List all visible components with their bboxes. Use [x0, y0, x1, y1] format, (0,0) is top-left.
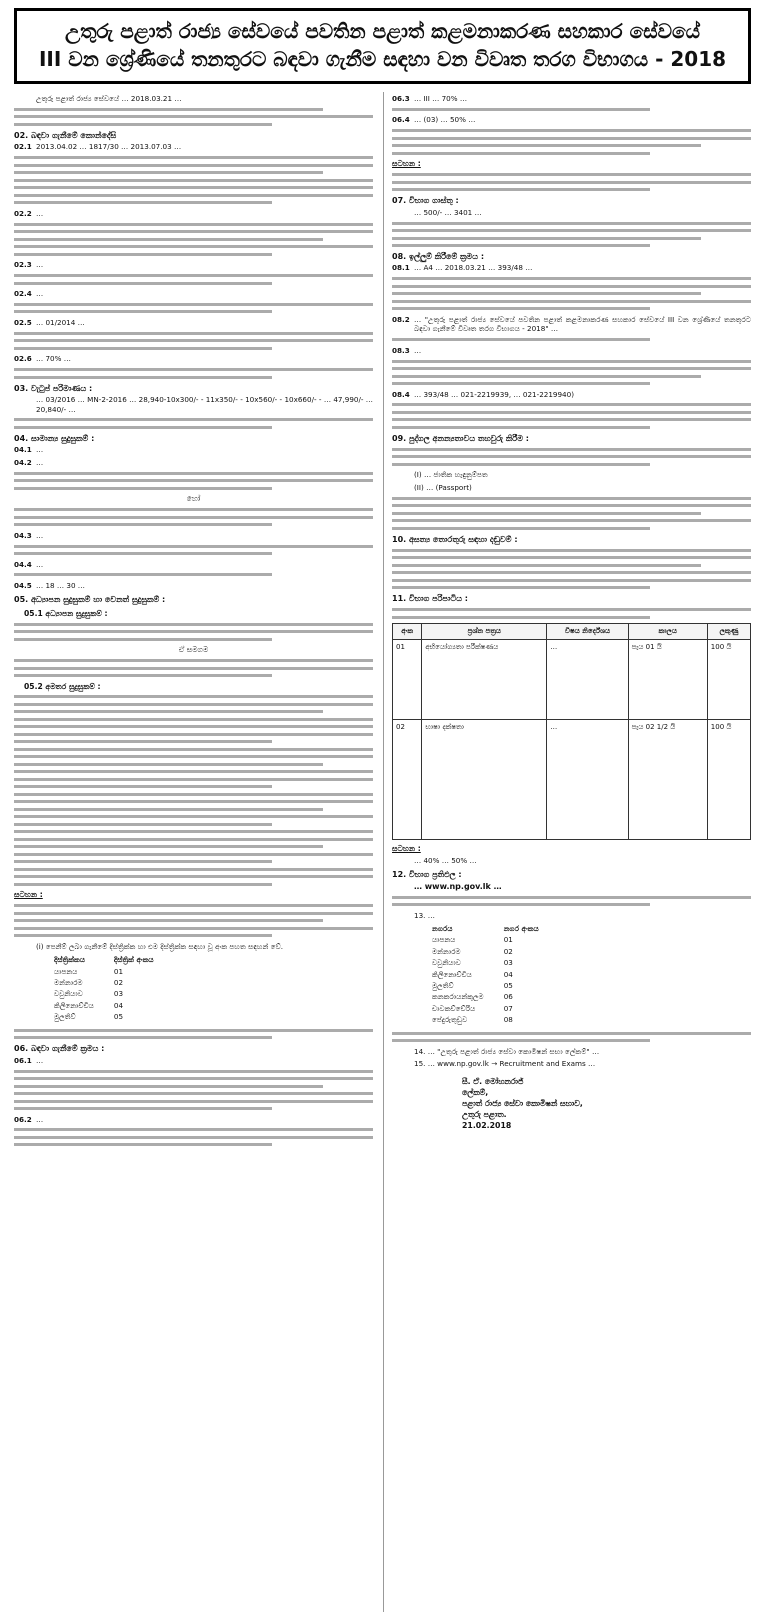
- signatory-place: උතුරු පළාත.: [462, 1110, 507, 1120]
- note-label: සටහන :: [14, 890, 43, 900]
- para-02-3: 02.3 …: [14, 260, 44, 270]
- city-name: මන්නාරම: [432, 946, 461, 956]
- section-12-heading: 12. විභාග ප්‍රතිඵල :: [392, 870, 462, 880]
- note-label: සටහන :: [392, 159, 421, 169]
- city-name: චාවකච්චේරිය: [432, 1003, 476, 1013]
- section-07-heading: 07. විභාග ගාස්තු :: [392, 196, 459, 206]
- table-row: [44, 1000, 164, 1011]
- signature-block: [392, 1076, 751, 1131]
- exam-content: …: [547, 720, 628, 840]
- city-code: 07: [503, 1003, 513, 1013]
- para-06-3: 06.3 … III … 70% …: [392, 94, 468, 103]
- city-code: 05: [503, 980, 513, 990]
- exam-header-content: විෂය නිර්දේශය: [547, 624, 628, 640]
- para-14: 14. … "උතුරු පළාත් රාජ්‍ය සේවා කොමිෂන් සභා ලේකම්" …: [414, 1046, 600, 1056]
- para-13: 13. …: [414, 910, 435, 920]
- note-label: සටහන :: [392, 844, 421, 854]
- cities-header-code: නගර අංකය: [503, 923, 539, 933]
- para-08-3: 08.3 …: [392, 345, 422, 355]
- table-row: [422, 934, 549, 945]
- city-name: වවුනියාව: [432, 958, 461, 968]
- para-04-2: 04.2 …: [14, 457, 44, 467]
- para-06-2: 06.2 …: [14, 1114, 44, 1124]
- exam-time: පැය 01 යි: [628, 640, 707, 720]
- table-row: [44, 988, 164, 999]
- intro-paragraph: උතුරු පළාත් රාජ්‍ය සේවයේ … 2018.03.21 …: [36, 94, 182, 103]
- and-separator: ඒ සමගම: [178, 645, 209, 655]
- para-04-5: 04.5 … 18 … 30 …: [14, 580, 85, 590]
- table-row: [44, 1011, 164, 1022]
- para-02-5: 02.5 … 01/2014 …: [14, 317, 85, 327]
- exam-scheme-table: [392, 623, 751, 840]
- district-code: 02: [113, 978, 124, 988]
- district-name: මුලතිව්: [54, 1012, 76, 1022]
- district-name: කිලිනොච්චිය: [54, 1000, 94, 1010]
- section-05-1-heading: 05.1 අධ්‍යාපන සුදුසුකම් :: [24, 608, 108, 618]
- exam-time: පැය 02 1/2 යි: [628, 720, 707, 840]
- header-title-line2: III වන ශ්‍රේණියේ තනතුරට බඳවා ගැනීම සඳහා වන විවෘත තරග විභාගය - 2018: [38, 47, 727, 71]
- city-code: 03: [503, 958, 513, 968]
- district-code: 05: [113, 1012, 124, 1022]
- exam-header-paper: ප්‍රශ්න පත්‍රය: [422, 624, 547, 640]
- city-code: 04: [503, 969, 513, 979]
- or-separator: හෝ: [186, 494, 201, 504]
- exam-marks: 100 යි: [707, 720, 750, 840]
- para-08-4: 08.4 … 393/48 … 021-2219939, … 021-2219940): [392, 389, 575, 399]
- para-08-1: 08.1 … A4 … 2018.03.21 … 393/48 …: [392, 263, 533, 273]
- id-option-1: (I) … ජාතික හැඳුනුම්පත: [414, 470, 488, 480]
- section-04-heading: 04. සාමාන්‍ය සුදුසුකම් :: [14, 433, 95, 443]
- exam-paper: භාෂා දක්ෂතා: [422, 720, 547, 840]
- table-row: [422, 1014, 549, 1025]
- districts-title: (i) පෙනීම් ලබා ගැනීමේ දිස්ත්‍රික්ක හා එම දිස්ත්‍රික්ක සඳහා වූ අංක පහත සඳහන් වේ.: [36, 941, 284, 951]
- city-code: 02: [503, 946, 513, 956]
- signatory-name: සී. ඒ. මෝහනරාජ්: [462, 1077, 524, 1087]
- right-column: [383, 92, 751, 1612]
- exam-header-no: අංක: [393, 624, 422, 640]
- districts-header-name: දිස්ත්‍රික්කය: [54, 955, 86, 965]
- section-06-heading: 06. බඳවා ගැනීමේ ක්‍රමය :: [14, 1044, 105, 1054]
- para-02-6: 02.6 … 70% …: [14, 354, 71, 364]
- table-row: [422, 957, 549, 968]
- cities-table: [422, 923, 549, 1026]
- table-row: [422, 991, 549, 1002]
- table-row: [44, 966, 164, 977]
- city-name: මුලතිව්: [432, 980, 454, 990]
- para-04-3: 04.3 …: [14, 530, 44, 540]
- city-code: 08: [503, 1015, 513, 1025]
- exam-note: … 40% … 50% …: [414, 855, 477, 865]
- exam-header-time: කාලය: [628, 624, 707, 640]
- city-name: යාපනය: [432, 935, 456, 945]
- results-paragraph: … www.np.gov.lk …: [414, 881, 502, 891]
- section-08-heading: 08. ඉල්ලුම් කිරීමේ ක්‍රමය :: [392, 252, 485, 262]
- para-07: … 500/- … 3401 …: [414, 207, 482, 217]
- city-code: 06: [503, 992, 513, 1002]
- para-04-4: 04.4 …: [14, 559, 44, 569]
- signature-date: 21.02.2018: [462, 1121, 512, 1131]
- para-03: … 03/2016 … MN-2-2016 … 28,940-10x300/- - 11x350/- - 10x560/- - 10x660/- - … 47,990/- … 20,840/- …: [36, 395, 373, 414]
- table-row: [393, 640, 751, 720]
- exam-marks: 100 යි: [707, 640, 750, 720]
- para-08-2: 08.2 … "උතුරු පළාත් රාජ්‍ය සේවයේ පවතින පළාත් කළමනාකරණ සහකාර සේවයේ III වන ශ්‍රේණියේ තනතුරට බඳවා ගැනීමේ විවෘත තරග විභාගය - 2018" …: [392, 314, 751, 334]
- para-15: 15. … www.np.gov.lk → Recruitment and Exams …: [414, 1059, 596, 1068]
- exam-no: 01: [393, 640, 422, 720]
- table-row: [393, 720, 751, 840]
- section-09-heading: 09. පුද්ගල අනන්‍යතාවය තහවුරු කිරීම :: [392, 433, 529, 443]
- para-02-4: 02.4 …: [14, 289, 44, 299]
- districts-header-code: දිස්ත්‍රික් අංකය: [113, 955, 154, 965]
- para-06-1: 06.1 …: [14, 1055, 44, 1065]
- city-name: පේදුරුතුඩුව: [432, 1015, 468, 1025]
- districts-table: [44, 954, 164, 1022]
- header-title-line1: උතුරු පළාත් රාජ්‍ය සේවයේ පවතින පළාත් කළමනාකරණ සහකාර සේවයේ: [65, 19, 700, 43]
- section-03-heading: 03. වැටුප් පරිමාණය :: [14, 383, 93, 393]
- table-row: [422, 980, 549, 991]
- city-name: කනකරායන්කුලම: [432, 992, 484, 1002]
- exam-no: 02: [393, 720, 422, 840]
- id-option-2: (II) … (Passport): [414, 482, 472, 492]
- exam-content: …: [547, 640, 628, 720]
- left-column: [14, 92, 373, 1612]
- section-02-heading: 02. බඳවා ගැනීමේ කොන්දේසි: [14, 130, 117, 140]
- table-row: [422, 969, 549, 980]
- section-05-heading: 05. අධ්‍යාපන සුදුසුකම් හා වෙනත් සුදුසුකම් :: [14, 595, 166, 605]
- exam-header-marks: ලකුණු: [707, 624, 750, 640]
- city-name: කිලිනොච්චිය: [432, 969, 472, 979]
- section-11-heading: 11. විභාග පරිපාටිය :: [392, 594, 468, 604]
- para-04-1: 04.1 …: [14, 445, 44, 455]
- city-code: 01: [503, 935, 513, 945]
- cities-header-name: නගරය: [432, 923, 453, 933]
- para-06-4: 06.4 … (03) … 50% …: [392, 115, 476, 125]
- district-code: 03: [113, 989, 124, 999]
- signatory-role: ලේකම්,: [462, 1088, 489, 1098]
- section-10-heading: 10. අසත්‍ය තොරතුරු සඳහා දඬුවම් :: [392, 534, 518, 544]
- para-02-2: 02.2 …: [14, 208, 44, 218]
- district-code: 04: [113, 1000, 124, 1010]
- district-code: 01: [113, 966, 124, 976]
- table-row: [422, 946, 549, 957]
- district-name: යාපනය: [54, 966, 78, 976]
- table-row: [422, 1003, 549, 1014]
- section-05-2-heading: 05.2 අමතර සුදුසුකම් :: [24, 681, 101, 691]
- exam-paper: අභියෝග්‍යතා පරීක්ෂණය: [422, 640, 547, 720]
- district-name: වවුනියාව: [54, 989, 83, 999]
- notice-header: [14, 8, 751, 84]
- table-row: [44, 977, 164, 988]
- para-02-1: 02.1 2013.04.02 … 1817/30 … 2013.07.03 …: [14, 142, 182, 152]
- signatory-org: පළාත් රාජ්‍ය සේවා කොමිෂන් සභාව,: [462, 1099, 583, 1109]
- district-name: මන්නාරම: [54, 978, 83, 988]
